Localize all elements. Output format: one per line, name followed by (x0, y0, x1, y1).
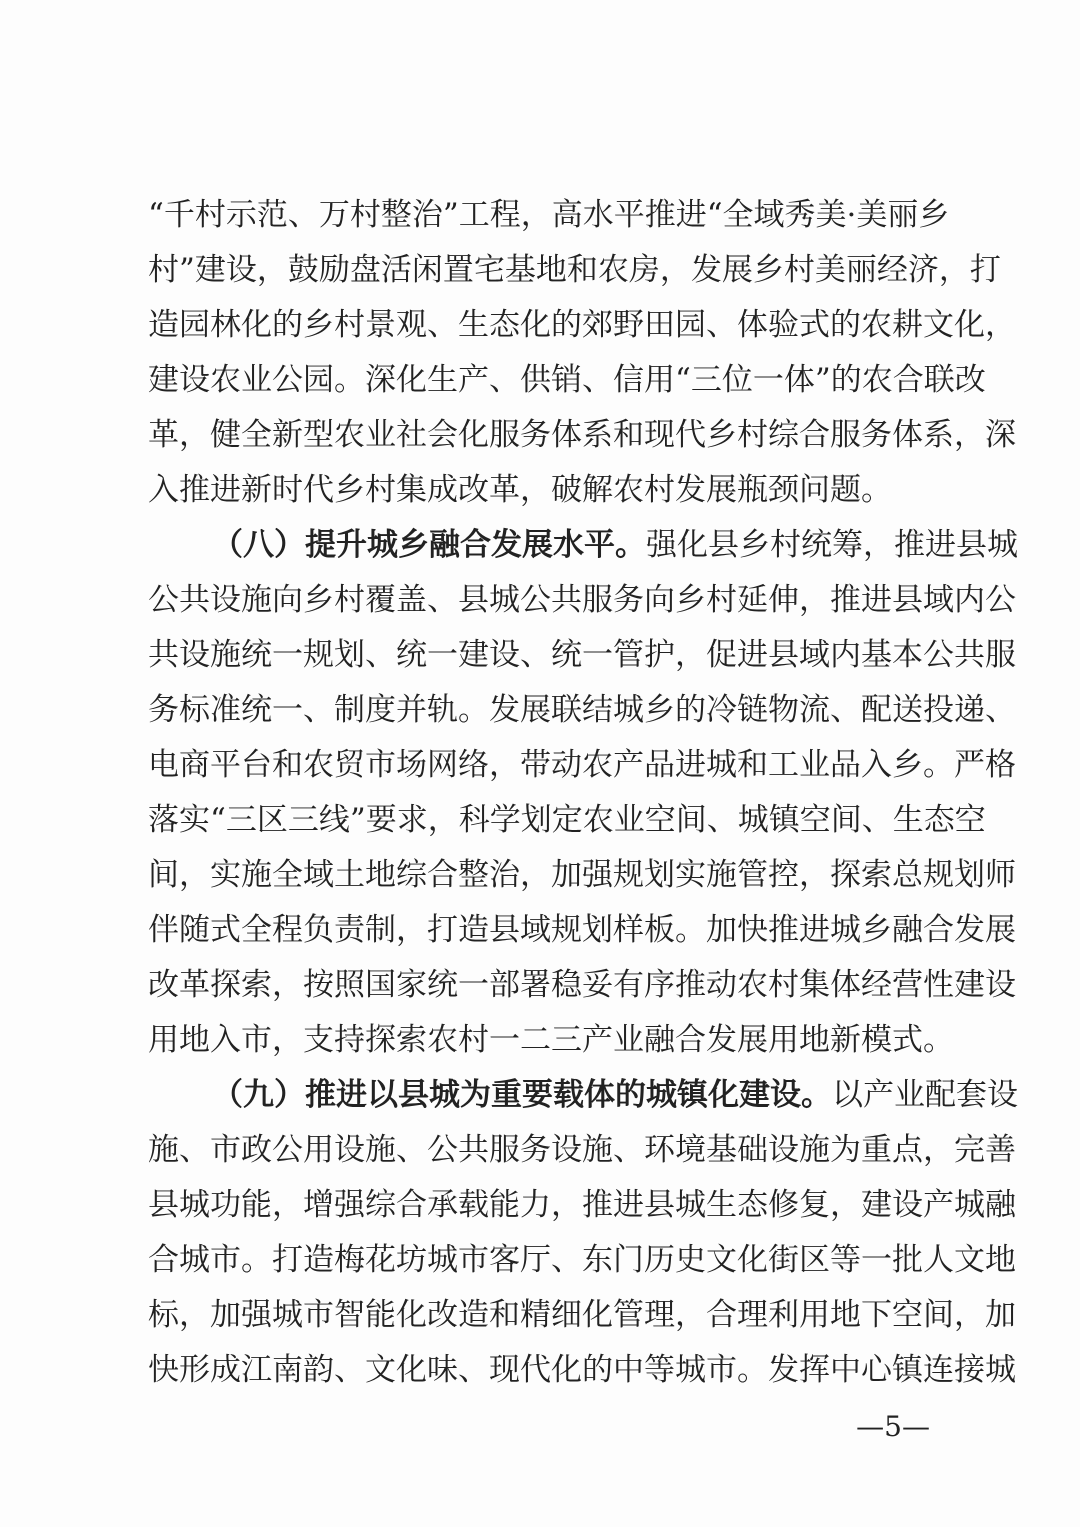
section-9-first-line (148, 1068, 1018, 1123)
text-line: 伴随式全程负责制，打造县域规划样板。加快推进城乡融合发展 (148, 912, 1016, 948)
text-line: 施、市政公用设施、公共服务设施、环境基础设施为重点，完善 (148, 1132, 1016, 1168)
text-line: 共设施统一规划、统一建设、统一管护，促进县域内基本公共服 (148, 637, 1016, 673)
text-line: 快形成江南韵、文化味、现代化的中等城市。发挥中心镇连接城 (148, 1352, 1016, 1388)
text-line: 落实“三区三线”要求，科学划定农业空间、城镇空间、生态空 (148, 802, 986, 838)
text-line: 用地入市，支持探索农村一二三产业融合发展用地新模式。 (148, 1022, 954, 1058)
section-9-text-start: 以产业配套设 (832, 1077, 1018, 1113)
section-9-heading: （九）推进以县城为重要载体的城镇化建设。 (212, 1077, 832, 1113)
text-line: 公共设施向乡村覆盖、县城公共服务向乡村延伸，推进县域内公 (148, 582, 1016, 618)
text-line: 造园林化的乡村景观、生态化的郊野田园、体验式的农耕文化， (148, 307, 1016, 343)
text-line: 电商平台和农贸市场网络，带动农产品进城和工业品入乡。严格 (148, 747, 1016, 783)
text-line: 建设农业公园。深化生产、供销、信用“三位一体”的农合联改 (148, 362, 986, 398)
page-number: —5— (856, 1410, 930, 1443)
text-line: 革，健全新型农业社会化服务体系和现代乡村综合服务体系，深 (148, 417, 1016, 453)
text-line: 标，加强城市智能化改造和精细化管理，合理利用地下空间，加 (148, 1297, 1016, 1333)
text-line: 县城功能，增强综合承载能力，推进县城生态修复，建设产城融 (148, 1187, 1016, 1223)
text-line: 务标准统一、制度并轨。发展联结城乡的冷链物流、配送投递、 (148, 692, 1016, 728)
text-line: 村”建设，鼓励盘活闲置宅基地和农房，发展乡村美丽经济，打 (148, 252, 1001, 288)
document-body (148, 188, 1018, 1398)
text-line: 合城市。打造梅花坊城市客厅、东门历史文化街区等一批人文地 (148, 1242, 1016, 1278)
text-line: 间，实施全域土地综合整治，加强规划实施管控，探索总规划师 (148, 857, 1016, 893)
section-8-first-line (148, 518, 1018, 573)
text-line: “千村示范、万村整治”工程，高水平推进“全域秀美·美丽乡 (148, 197, 950, 233)
text-line: 入推进新时代乡村集成改革，破解农村发展瓶颈问题。 (148, 472, 892, 508)
text-line: 改革探索，按照国家统一部署稳妥有序推动农村集体经营性建设 (148, 967, 1016, 1003)
section-8-heading: （八）提升城乡融合发展水平。 (212, 527, 646, 563)
section-8-text-start: 强化县乡村统筹，推进县城 (646, 527, 1018, 563)
